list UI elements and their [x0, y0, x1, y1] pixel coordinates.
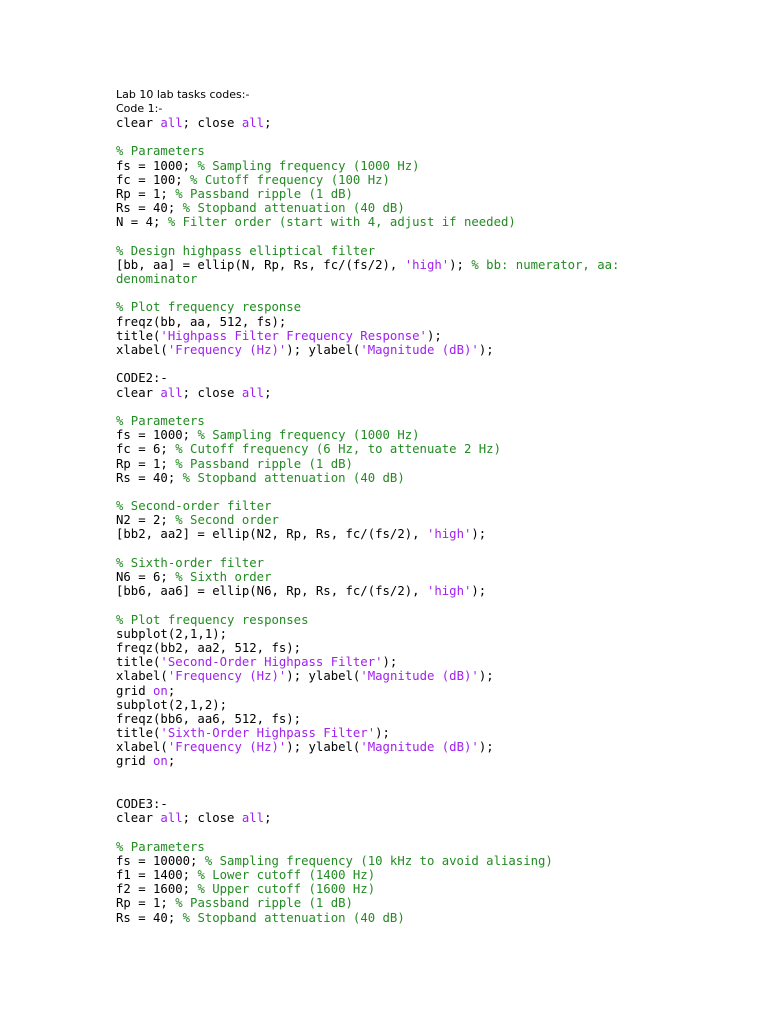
code-line	[116, 684, 619, 698]
code-line	[116, 882, 619, 896]
code-line	[116, 244, 619, 258]
code-text: ;	[167, 683, 176, 698]
code-comment: % Sixth order	[175, 570, 272, 584]
code-string: 'high'	[426, 584, 472, 599]
code-comment: % Parameters	[116, 144, 205, 159]
code-text: );	[478, 669, 494, 684]
code-text: [bb, aa] = ellip(N, Rp, Rs, fc/(fs/2),	[116, 257, 405, 272]
code-comment: % Sampling frequency (1000 Hz)	[197, 158, 420, 173]
code-line	[116, 868, 619, 882]
code-text: fc = 100;	[116, 172, 191, 187]
code-line	[116, 542, 619, 556]
code-comment: % Plot frequency response	[116, 300, 302, 315]
code-line	[116, 811, 619, 825]
code-line	[116, 584, 619, 598]
code-keyword: on	[153, 683, 168, 698]
code-text: Rp = 1;	[116, 896, 176, 911]
code-text: fs = 1000;	[116, 158, 198, 173]
code-text: Rs = 40;	[116, 910, 183, 925]
code-text: );	[478, 740, 494, 755]
code-line	[116, 130, 619, 144]
code-comment: % Parameters	[116, 839, 205, 854]
code-comment: % Parameters	[116, 413, 205, 428]
code-text: CODE3:-	[116, 797, 168, 811]
code-comment: % Second-order filter	[116, 499, 272, 514]
code-text: N = 4;	[116, 215, 168, 230]
code-text: xlabel(	[116, 740, 168, 755]
code-comment: % Second order	[175, 513, 279, 528]
code-line	[116, 187, 619, 201]
code-text: );	[478, 343, 494, 357]
code-text: grid	[116, 754, 154, 769]
code-text: CODE2:-	[116, 371, 168, 386]
code-text: ); ylabel(	[286, 669, 361, 684]
code-comment: % Design highpass elliptical filter	[116, 243, 376, 258]
code-text: freqz(bb6, aa6, 512, fs);	[116, 711, 302, 726]
code-line	[116, 669, 619, 683]
code-comment: % Plot frequency responses	[116, 612, 309, 627]
code-text: title(	[116, 726, 161, 741]
code-text: ; close	[182, 116, 242, 130]
code-text: Rp = 1;	[116, 456, 176, 471]
code-comment: % Upper cutoff (1600 Hz)	[197, 882, 376, 897]
code-text: clear	[116, 811, 161, 826]
code-text: ;	[264, 385, 272, 400]
code-line	[116, 754, 619, 768]
code-line	[116, 570, 619, 584]
code-line	[116, 201, 619, 215]
code-text: ;	[264, 116, 272, 130]
code-comment: % Stopband attenuation (40 dB)	[182, 910, 405, 925]
code-line	[116, 144, 619, 158]
code-line	[116, 272, 619, 286]
code-text: ); ylabel(	[286, 343, 361, 357]
code-keyword: all	[160, 385, 183, 400]
code-comment: % Passband ripple (1 dB)	[175, 456, 353, 471]
code-string: 'Frequency (Hz)'	[167, 343, 287, 357]
code-line	[116, 513, 619, 527]
code-comment: % Stopband attenuation (40 dB)	[182, 470, 405, 485]
code-text: N2 = 2;	[116, 513, 176, 528]
code-line	[116, 627, 619, 641]
code-comment: denominator	[116, 272, 198, 287]
code1-heading: Code 1:-	[116, 102, 163, 115]
code-line	[116, 485, 619, 499]
code-line	[116, 911, 619, 925]
code-text: freqz(bb, aa, 512, fs);	[116, 314, 287, 329]
code-line	[116, 329, 619, 343]
code-line	[116, 896, 619, 910]
code-comment: % Passband ripple (1 dB)	[175, 186, 353, 201]
code-text: clear	[116, 385, 161, 400]
code-text: ); ylabel(	[286, 740, 361, 755]
code-line	[116, 598, 619, 612]
code-comment: % bb: numerator, aa:	[471, 257, 620, 272]
code-line	[116, 726, 619, 740]
code-string: 'Frequency (Hz)'	[167, 740, 287, 755]
code-keyword: all	[241, 811, 265, 826]
code-keyword: all	[160, 811, 183, 826]
code-text: ; close	[182, 811, 242, 826]
code-text: fs = 10000;	[116, 853, 205, 868]
code-line	[116, 769, 619, 783]
code-text: title(	[116, 328, 161, 343]
code-block	[116, 116, 619, 925]
code-line	[116, 712, 619, 726]
code-line	[116, 343, 619, 357]
code-string: 'Second-Order Highpass Filter'	[160, 655, 383, 670]
code-line	[116, 471, 619, 485]
code-line	[116, 442, 619, 456]
code-line	[116, 173, 619, 187]
code-text: );	[449, 257, 472, 272]
code-line	[116, 159, 619, 173]
code-line	[116, 797, 619, 811]
code-comment: % Sixth-order filter	[116, 555, 265, 570]
code-comment: % Cutoff frequency (6 Hz, to attenuate 2 Hz)	[175, 442, 501, 457]
code-line	[116, 116, 619, 130]
code-line	[116, 613, 619, 627]
code-keyword: on	[153, 754, 168, 769]
code-line	[116, 300, 619, 314]
code-string: 'Magnitude (dB)'	[360, 343, 479, 357]
code-line	[116, 258, 619, 272]
code-line	[116, 854, 619, 868]
code-line	[116, 230, 619, 244]
code-text: );	[375, 726, 390, 741]
code-line	[116, 655, 619, 669]
code-text: grid	[116, 683, 154, 698]
code-text: Rp = 1;	[116, 186, 176, 201]
code-line	[116, 215, 619, 229]
code-keyword: all	[160, 116, 183, 130]
code-line	[116, 527, 619, 541]
code-line	[116, 740, 619, 754]
code-comment: % Cutoff frequency (100 Hz)	[190, 172, 390, 187]
code-comment: % Stopband attenuation (40 dB)	[182, 201, 405, 216]
code-comment: % Sampling frequency (1000 Hz)	[197, 428, 420, 443]
code-line	[116, 315, 619, 329]
code-text: [bb6, aa6] = ellip(N6, Rp, Rs, fc/(fs/2),	[116, 584, 427, 599]
code-text: );	[382, 655, 398, 670]
code-text: [bb2, aa2] = ellip(N2, Rp, Rs, fc/(fs/2),	[116, 527, 427, 542]
code-keyword: all	[241, 116, 265, 130]
code-string: 'Frequency (Hz)'	[167, 669, 287, 684]
code-text: Rs = 40;	[116, 201, 183, 216]
code-line	[116, 825, 619, 839]
code-line	[116, 457, 619, 471]
code-line	[116, 428, 619, 442]
code-line	[116, 499, 619, 513]
code-line	[116, 556, 619, 570]
code-line	[116, 400, 619, 414]
code-text: Rs = 40;	[116, 470, 183, 485]
code-line	[116, 371, 619, 385]
code-text: );	[426, 328, 442, 343]
code-string: 'Sixth-Order Highpass Filter'	[160, 726, 376, 741]
code-text: );	[471, 527, 487, 542]
code-string: 'Magnitude (dB)'	[360, 669, 479, 684]
code-keyword: all	[241, 385, 265, 400]
code-line	[116, 698, 619, 712]
code-line	[116, 840, 619, 854]
code-line	[116, 414, 619, 428]
code-line	[116, 641, 619, 655]
code-text: title(	[116, 655, 161, 670]
code-text: f2 = 1600;	[116, 882, 198, 897]
code-text: ; close	[182, 385, 242, 400]
code-text: ;	[264, 811, 272, 826]
code-text: f1 = 1400;	[116, 867, 198, 882]
code-text: subplot(2,1,2);	[116, 697, 228, 712]
code-text: xlabel(	[116, 343, 168, 357]
code-text: fc = 6;	[116, 442, 176, 457]
code-string: 'Magnitude (dB)'	[360, 740, 479, 755]
code-string: 'Highpass Filter Frequency Response'	[160, 328, 427, 343]
code-text: freqz(bb2, aa2, 512, fs);	[116, 640, 302, 655]
document-title: Lab 10 lab tasks codes:-	[116, 88, 250, 101]
code-line	[116, 286, 619, 300]
code-text: fs = 1000;	[116, 428, 198, 443]
code-line	[116, 783, 619, 797]
code-comment: % Filter order (start with 4, adjust if needed)	[167, 215, 516, 230]
code-text: subplot(2,1,1);	[116, 626, 228, 641]
code-string: 'high'	[404, 257, 450, 272]
code-string: 'high'	[426, 527, 472, 542]
code-comment: % Sampling frequency (10 kHz to avoid aliasing)	[204, 853, 553, 868]
code-text: N6 = 6;	[116, 570, 176, 584]
code-text: ;	[167, 754, 176, 769]
code-line	[116, 386, 619, 400]
code-text: xlabel(	[116, 669, 168, 684]
code-comment: % Lower cutoff (1400 Hz)	[197, 867, 376, 882]
code-comment: % Passband ripple (1 dB)	[175, 896, 353, 911]
code-line	[116, 357, 619, 371]
code-text: clear	[116, 116, 161, 130]
code-text: );	[471, 584, 487, 599]
